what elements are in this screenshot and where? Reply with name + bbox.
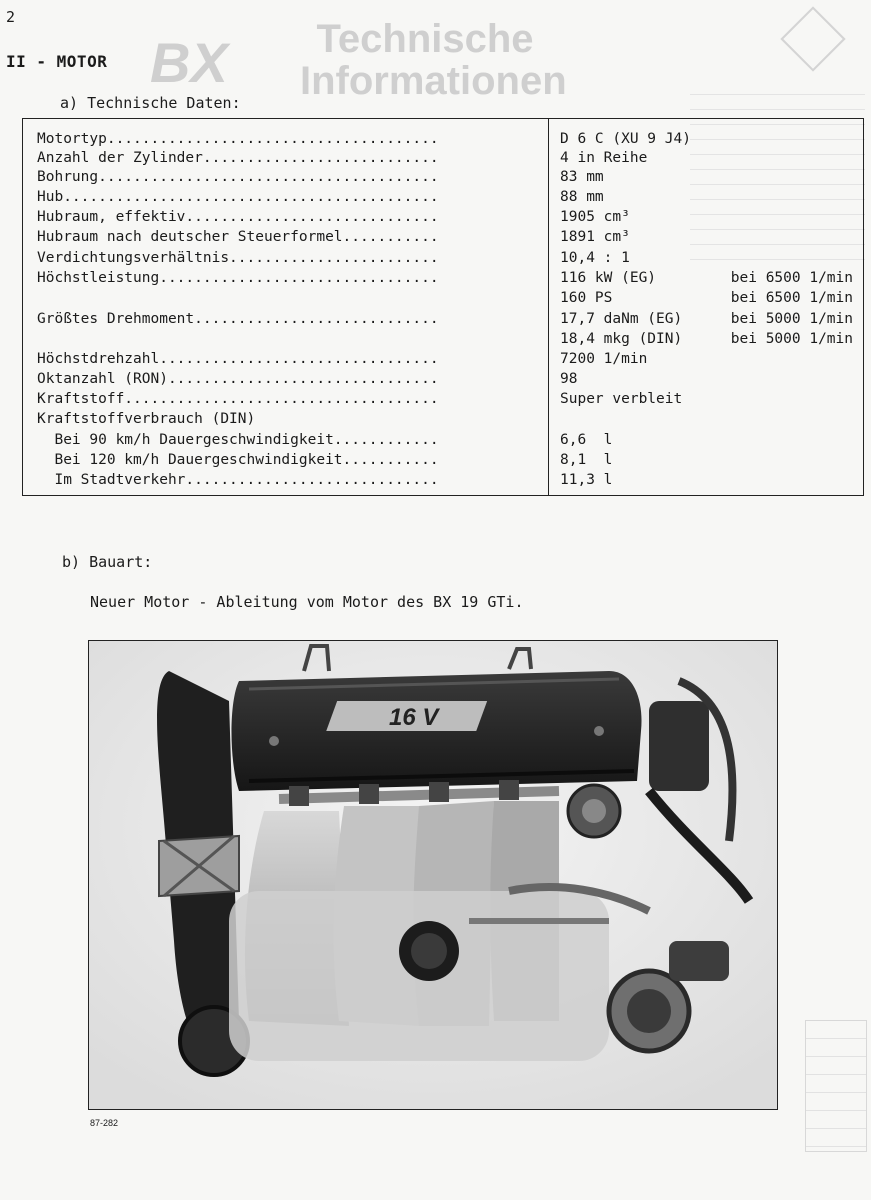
- spec-label: Kraftstoffverbrauch (DIN): [37, 411, 256, 427]
- spec-value: 1905 cm³: [560, 209, 630, 225]
- spec-value: Super verbleit: [560, 391, 683, 407]
- spec-rpm: bei 5000 1/min: [730, 311, 853, 327]
- watermark-table: [805, 1020, 867, 1152]
- watermark-title: [300, 17, 567, 103]
- watermark-logo: [780, 6, 845, 71]
- subsection-b-title: b) Bauart:: [62, 553, 153, 571]
- spec-value: 10,4 : 1: [560, 250, 630, 266]
- spec-label: Höchstleistung................................: [37, 270, 439, 286]
- spec-rpm: bei 6500 1/min: [730, 270, 853, 286]
- spec-label: Hubraum, effektiv.............................: [37, 209, 439, 225]
- spec-value: 116 kW (EG): [560, 270, 657, 286]
- spec-label: Oktanzahl (RON)...............................: [37, 371, 439, 387]
- spec-value: 18,4 mkg (DIN): [560, 331, 683, 347]
- watermark-title-line1: Technische: [316, 17, 534, 61]
- watermark-title-line2: Informationen: [300, 59, 567, 103]
- spec-label: Motortyp......................................: [37, 131, 439, 147]
- spec-label: Bei 90 km/h Dauergeschwindigkeit............: [37, 432, 439, 448]
- spec-label: Bohrung.......................................: [37, 169, 439, 185]
- spec-value: 160 PS: [560, 290, 613, 306]
- spec-value: 98: [560, 371, 578, 387]
- spec-value: 6,6 l: [560, 432, 613, 448]
- spec-value: 17,7 daNm (EG): [560, 311, 683, 327]
- spec-rpm: bei 6500 1/min: [730, 290, 853, 306]
- spec-value: 88 mm: [560, 189, 604, 205]
- spec-value: 83 mm: [560, 169, 604, 185]
- spec-label: Höchstdrehzahl................................: [37, 351, 439, 367]
- page-number: 2: [6, 8, 16, 26]
- spec-label: Kraftstoff....................................: [37, 391, 439, 407]
- engine-photo: [88, 640, 778, 1110]
- section-heading: II - MOTOR: [6, 52, 108, 71]
- spec-label: Im Stadtverkehr.............................: [37, 472, 439, 488]
- spec-value: 8,1 l: [560, 452, 613, 468]
- spec-label: Anzahl der Zylinder...........................: [37, 150, 439, 166]
- spec-value: 1891 cm³: [560, 229, 630, 245]
- spec-rpm: bei 5000 1/min: [730, 331, 853, 347]
- spec-value: D 6 C (XU 9 J4): [560, 131, 691, 147]
- spec-table-divider: [548, 119, 549, 495]
- spec-value: 11,3 l: [560, 472, 613, 488]
- spec-label: Bei 120 km/h Dauergeschwindigkeit...........: [37, 452, 439, 468]
- spec-label: Hub...........................................: [37, 189, 439, 205]
- spec-value: 7200 1/min: [560, 351, 648, 367]
- spec-label: Verdichtungsverhältnis........................: [37, 250, 439, 266]
- spec-label: Hubraum nach deutscher Steuerformel...........: [37, 229, 439, 245]
- spec-label: Größtes Drehmoment............................: [37, 311, 439, 327]
- spec-table: [22, 118, 864, 496]
- spec-value: 4 in Reihe: [560, 150, 648, 166]
- engine-description: Neuer Motor - Ableitung vom Motor des BX 19 GTi.: [90, 593, 524, 611]
- engine-illustration: [89, 641, 777, 1109]
- watermark-model: BX: [150, 31, 228, 94]
- subsection-a-title: a) Technische Daten:: [60, 94, 241, 112]
- photo-badge-text: 16 V: [389, 704, 439, 731]
- figure-reference: 87-282: [90, 1118, 119, 1128]
